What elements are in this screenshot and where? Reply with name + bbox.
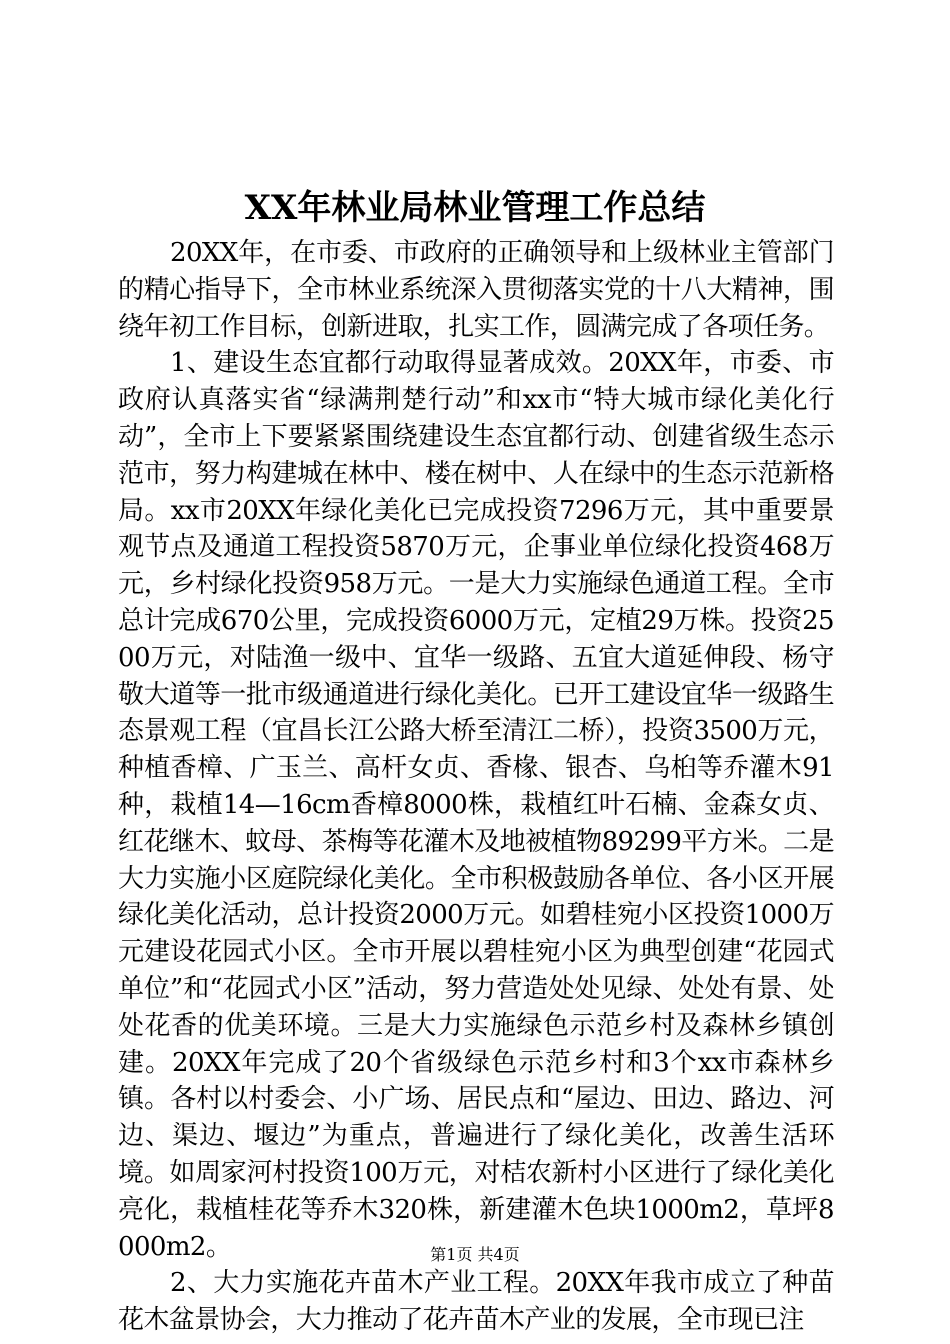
- section-1-paragraph: 1、建设生态宜都行动取得显著成效。20XX年，市委、市政府认真落实省“绿满荆楚行动”和xx市“特大城市绿化美化行动”，全市上下要紧紧围绕建设生态宜都行动、创建省级生态示范市，努力构建城在林中、楼在树中、人在绿中的生态示范新格局。xx市20XX年绿化美化已完成投资7296万元，其中重要景观节点及通道工程投资5870万元，企事业单位绿化投资468万元，乡村绿化投资958万元。一是大力实施绿色通道工程。全市总计完成670公里，完成投资6000万元，定植29万株。投资2500万元，对陆渔一级中、宜华一级路、五宜大道延伸段、杨守敬大道等一批市级通道进行绿化美化。已开工建设宜华一级路生态景观工程（宜昌长江公路大桥至清江二桥），投资3500万元，种植香樟、广玉兰、高杆女贞、香椽、银杏、乌桕等乔灌木91种，栽植14—16cm香樟8000株，栽植红叶石楠、金森女贞、红花继木、蚊母、茶梅等花灌木及地被植物89299平方米。二是大力实施小区庭院绿化美化。全市积极鼓励各单位、各小区开展绿化美化活动，总计投资2000万元。如碧桂宛小区投资1000万元建设花园式小区。全市开展以碧桂宛小区为典型创建“花园式单位”和“花园式小区”活动，努力营造处处见绿、处处有景、处处花香的优美环境。三是大力实施绿色示范乡村及森林乡镇创建。20XX年完成了20个省级绿色示范乡村和3个xx市森林乡镇。各村以村委会、小广场、居民点和“屋边、田边、路边、河边、渠边、堰边”为重点，普遍进行了绿化美化，改善生活环境。如周家河村投资100万元，对桔农新村小区进行了绿化美化亮化，栽植桂花等乔木320株，新建灌木色块1000m2，草坪8000m2。: [118, 348, 834, 1262]
- intro-paragraph: 20XX年，在市委、市政府的正确领导和上级林业主管部门的精心指导下，全市林业系统深入贯彻落实党的十八大精神，围绕年初工作目标，创新进取，扎实工作，圆满完成了各项任务。: [118, 238, 834, 342]
- document-body: [118, 235, 834, 1339]
- document-title: XX年林业局林业管理工作总结: [244, 188, 706, 228]
- section-2-paragraph: 2、大力实施花卉苗木产业工程。20XX年我市成立了种苗花木盆景协会，大力推动了花卉苗木产业的发展，全市现已注: [118, 1268, 834, 1336]
- page-footer: 第1页 共4页: [430, 1245, 520, 1264]
